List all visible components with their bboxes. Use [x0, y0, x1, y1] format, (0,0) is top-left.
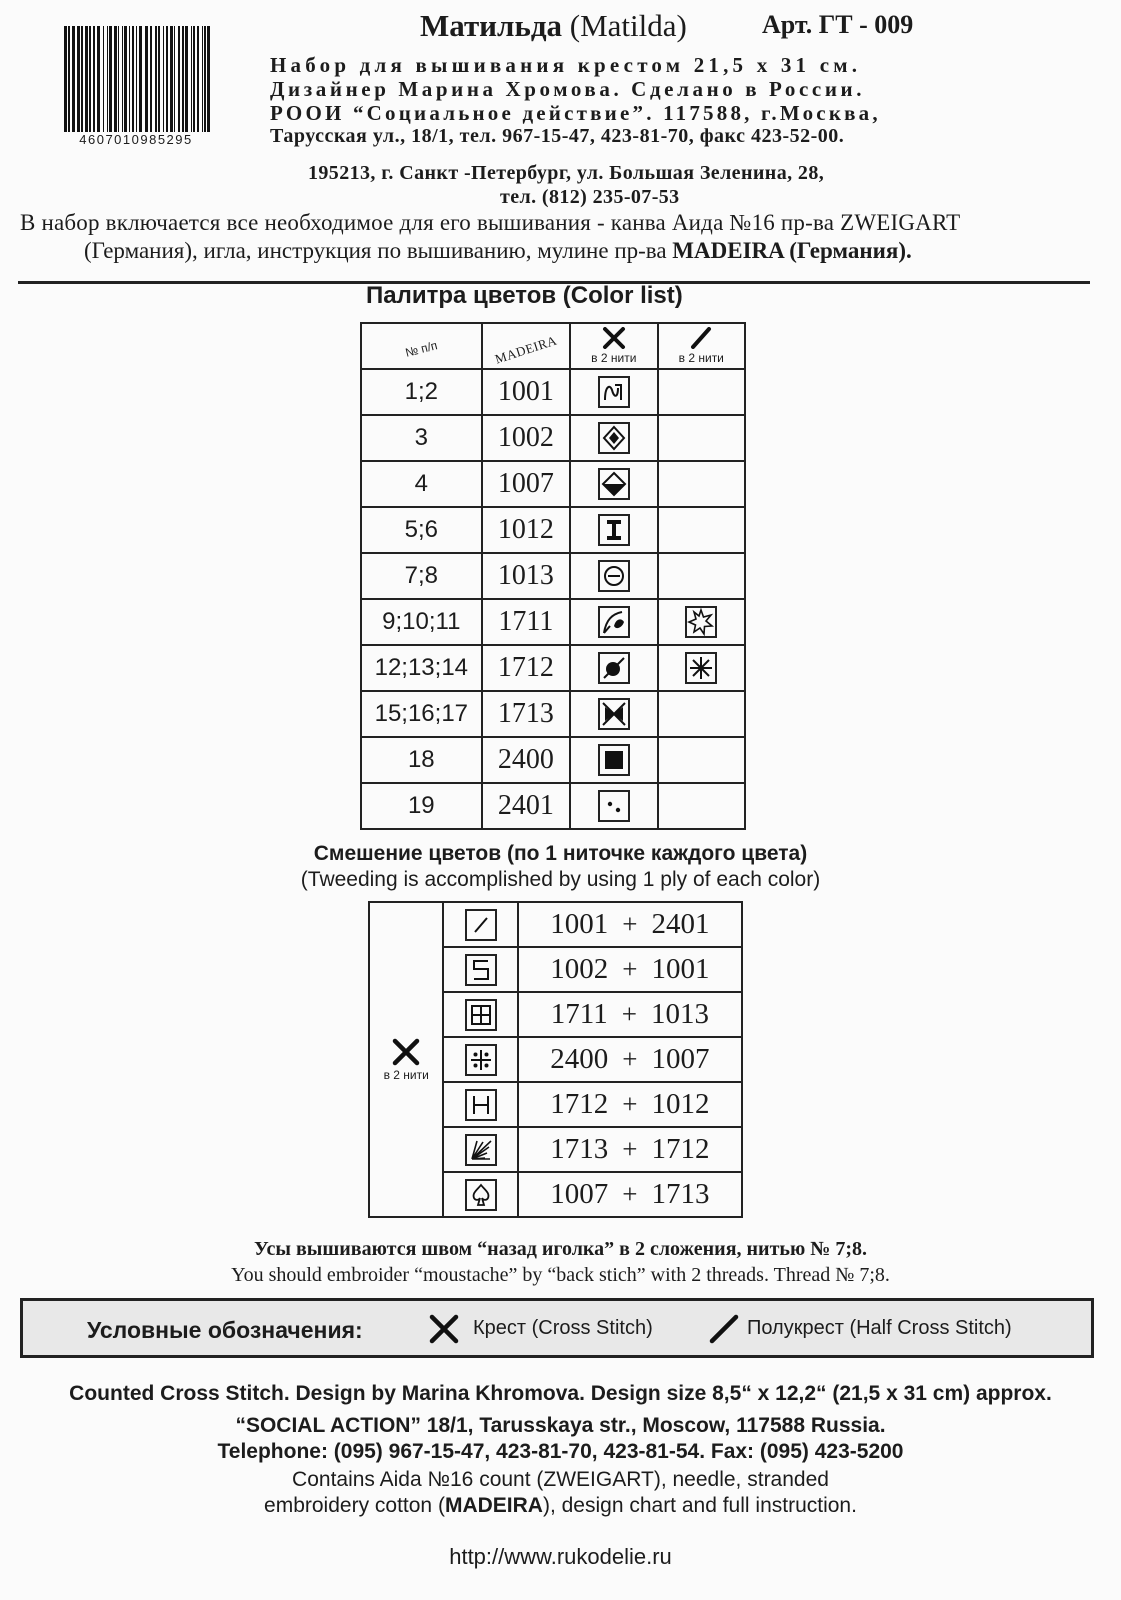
- row-code: 1711: [482, 599, 570, 645]
- spb-phone: тел. (812) 235-07-53: [500, 186, 680, 208]
- mix-combination: 1001 + 2401: [518, 902, 742, 947]
- mix-combination: 1002 + 1001: [518, 947, 742, 992]
- row-number: 5;6: [361, 507, 482, 553]
- row-cross-symbol: [570, 691, 657, 737]
- barcode-number: 4607010985295: [56, 132, 216, 147]
- mix-symbol: [443, 947, 517, 992]
- mix-symbol-box: [465, 1089, 497, 1121]
- title-en: (Matilda): [569, 8, 687, 43]
- mix-symbol: [443, 1037, 517, 1082]
- row-half-symbol: [658, 737, 745, 783]
- row-number: 12;13;14: [361, 645, 482, 691]
- row-code: 1712: [482, 645, 570, 691]
- header-cross: в 2 нити: [570, 323, 657, 369]
- mix-symbol-box: [465, 1044, 497, 1076]
- cross-symbol-box: [598, 790, 630, 822]
- table-row: [361, 461, 745, 507]
- row-half-symbol: [658, 415, 745, 461]
- row-cross-symbol: [570, 461, 657, 507]
- filled-circle-slash-icon: [600, 654, 628, 682]
- header-line-1: Набор для вышивания крестом 21,5 х 31 см.: [270, 53, 862, 77]
- row-half-symbol: [658, 507, 745, 553]
- includes-line-2: [84, 238, 912, 264]
- includes-line-2-text: (Германия), игла, инструкция по вышиванию, мулине пр-ва: [84, 238, 667, 263]
- mix-symbol: [443, 902, 517, 947]
- page-title: [420, 8, 687, 44]
- row-cross-symbol: [570, 415, 657, 461]
- footer-url[interactable]: http://www.rukodelie.ru: [449, 1544, 672, 1569]
- row-code: 1007: [482, 461, 570, 507]
- note-en: You should embroider “moustache” by “back stich” with 2 threads. Thread № 7;8.: [231, 1264, 890, 1286]
- row-half-symbol: [658, 369, 745, 415]
- table-row: [361, 737, 745, 783]
- note-ru: Усы вышиваются швом “назад иголка” в 2 сложения, нитью № 7;8.: [253, 1238, 868, 1260]
- footer-line-4: Contains Aida №16 count (ZWEIGART), needle, stranded: [292, 1468, 829, 1491]
- header-line-4: Тарусская ул., 18/1, тел. 967-15-47, 423-81-70, факс 423-52-00.: [270, 125, 845, 147]
- row-cross-symbol: [570, 369, 657, 415]
- row-cross-symbol: [570, 553, 657, 599]
- circle-minus-icon: [600, 562, 628, 590]
- row-number: 1;2: [361, 369, 482, 415]
- bowtie-icon: [600, 700, 628, 728]
- star-outline-icon: [687, 608, 715, 636]
- cross-stitch-icon: [602, 327, 626, 349]
- table-row: [361, 369, 745, 415]
- cross-symbol-box: [598, 744, 630, 776]
- table-row: [361, 553, 745, 599]
- wave-symbol-icon: [600, 378, 628, 406]
- row-code: 2401: [482, 783, 570, 829]
- cross-symbol-box: [598, 560, 630, 592]
- row-half-symbol: [658, 691, 745, 737]
- mix-symbol-box: [465, 909, 497, 941]
- header-brand: MADEIRA: [482, 323, 570, 369]
- cross-symbol-box: [598, 652, 630, 684]
- row-half-symbol: [658, 553, 745, 599]
- palette-table: [360, 322, 746, 830]
- asterisk-icon: [687, 654, 715, 682]
- mix-symbol: [443, 992, 517, 1037]
- spade-box-icon: [467, 1181, 495, 1209]
- table-row: [361, 783, 745, 829]
- palette-title: Палитра цветов (Color list): [366, 282, 683, 309]
- footer-line-1: Counted Cross Stitch. Design by Marina Khromova. Design size 8,5“ x 12,2“ (21,5 x 31 cm) approx.: [69, 1382, 1052, 1405]
- h-box-icon: [467, 1091, 495, 1119]
- row-half-symbol: [658, 645, 745, 691]
- row-cross-symbol: [570, 507, 657, 553]
- header-half: в 2 нити: [658, 323, 745, 369]
- row-number: 18: [361, 737, 482, 783]
- row-half-symbol: [658, 461, 745, 507]
- spb-address: 195213, г. Санкт -Петербург, ул. Большая Зеленина, 28,: [308, 162, 825, 184]
- mix-symbol-box: [465, 1179, 497, 1211]
- table-row: [361, 691, 745, 737]
- legend-title: Условные обозначения:: [87, 1317, 363, 1343]
- mix-symbol-box: [465, 1134, 497, 1166]
- row-code: 1012: [482, 507, 570, 553]
- mix-subtitle: (Tweeding is accomplished by using 1 ply of each color): [300, 868, 821, 891]
- cross-symbol-box: [598, 376, 630, 408]
- cross-symbol-box: [598, 468, 630, 500]
- header-line-3: РООИ “Социальное действие”. 117588, г.Москва,: [270, 101, 881, 125]
- mix-table: [368, 901, 743, 1218]
- mix-combination: 1712 + 1012: [518, 1082, 742, 1127]
- table-row: [369, 902, 742, 947]
- header-line-2: Дизайнер Марина Хромова. Сделано в России.: [270, 77, 866, 101]
- table-row: [361, 599, 745, 645]
- row-number: 19: [361, 783, 482, 829]
- row-code: 1013: [482, 553, 570, 599]
- mix-symbol: [443, 1082, 517, 1127]
- mix-symbol: [443, 1127, 517, 1172]
- legend-box: [20, 1298, 1094, 1358]
- leaf-curve-icon: [600, 608, 628, 636]
- two-dots-icon: [600, 792, 628, 820]
- row-cross-symbol: [570, 737, 657, 783]
- palette-header-row: [361, 323, 745, 369]
- footer-line-3: Telephone: (095) 967-15-47, 423-81-70, 423-81-54. Fax: (095) 423-5200: [217, 1440, 904, 1463]
- title-ru: Матильда: [420, 8, 563, 43]
- cross-symbol-box: [598, 514, 630, 546]
- row-number: 9;10;11: [361, 599, 482, 645]
- rays-box-icon: [467, 1136, 495, 1164]
- half-stitch-icon: [707, 1313, 741, 1345]
- legend-half-label: Полукрест (Half Cross Stitch): [747, 1317, 1012, 1339]
- row-cross-symbol: [570, 599, 657, 645]
- table-row: [361, 507, 745, 553]
- cross-stitch-icon: [391, 1038, 421, 1066]
- row-number: 7;8: [361, 553, 482, 599]
- row-half-symbol: [658, 783, 745, 829]
- cross-stitch-icon: [427, 1313, 461, 1345]
- includes-line-2-brand: MADEIRA (Германия).: [672, 238, 912, 263]
- mix-combination: 2400 + 1007: [518, 1037, 742, 1082]
- diamond-in-diamond-icon: [600, 424, 628, 452]
- footer-line-5: embroidery cotton (MADEIRA), design chart and full instruction.: [264, 1494, 857, 1517]
- mix-title: Смешение цветов (по 1 ниточке каждого цвета): [313, 842, 808, 865]
- row-cross-symbol: [570, 783, 657, 829]
- mix-combination: 1007 + 1713: [518, 1172, 742, 1217]
- table-row: [361, 415, 745, 461]
- mix-combination: 1711 + 1013: [518, 992, 742, 1037]
- article-number: Арт. ГТ - 009: [762, 10, 914, 39]
- row-code: 1713: [482, 691, 570, 737]
- includes-line-1: В набор включается все необходимое для его вышивания - канва Аида №16 пр-ва ZWEIGART: [20, 210, 961, 235]
- header-number: № п/п: [361, 323, 482, 369]
- filled-square-icon: [600, 746, 628, 774]
- table-row: [361, 645, 745, 691]
- row-half-symbol: [658, 599, 745, 645]
- legend-cross-label: Крест (Cross Stitch): [473, 1317, 653, 1339]
- row-number: 4: [361, 461, 482, 507]
- grid-box-icon: [467, 1001, 495, 1029]
- row-code: 1001: [482, 369, 570, 415]
- dots-cross-box-icon: [467, 1046, 495, 1074]
- mix-combination: 1713 + 1712: [518, 1127, 742, 1172]
- mix-stitch-cell: в 2 нити: [369, 902, 443, 1217]
- row-cross-symbol: [570, 645, 657, 691]
- row-number: 3: [361, 415, 482, 461]
- row-number: 15;16;17: [361, 691, 482, 737]
- mix-symbol: [443, 1172, 517, 1217]
- slash-box-icon: [467, 911, 495, 939]
- mix-symbol-box: [465, 999, 497, 1031]
- mix-symbol-box: [465, 954, 497, 986]
- row-code: 1002: [482, 415, 570, 461]
- half-symbol-box: [685, 606, 717, 638]
- half-symbol-box: [685, 652, 717, 684]
- i-beam-icon: [600, 516, 628, 544]
- footer-line-2: “SOCIAL ACTION” 18/1, Tarusskaya str., Moscow, 117588 Russia.: [235, 1414, 886, 1437]
- cross-symbol-box: [598, 606, 630, 638]
- row-code: 2400: [482, 737, 570, 783]
- cross-symbol-box: [598, 698, 630, 730]
- half-filled-diamond-icon: [600, 470, 628, 498]
- cross-symbol-box: [598, 422, 630, 454]
- s-box-icon: [467, 956, 495, 984]
- half-stitch-icon: [689, 327, 713, 349]
